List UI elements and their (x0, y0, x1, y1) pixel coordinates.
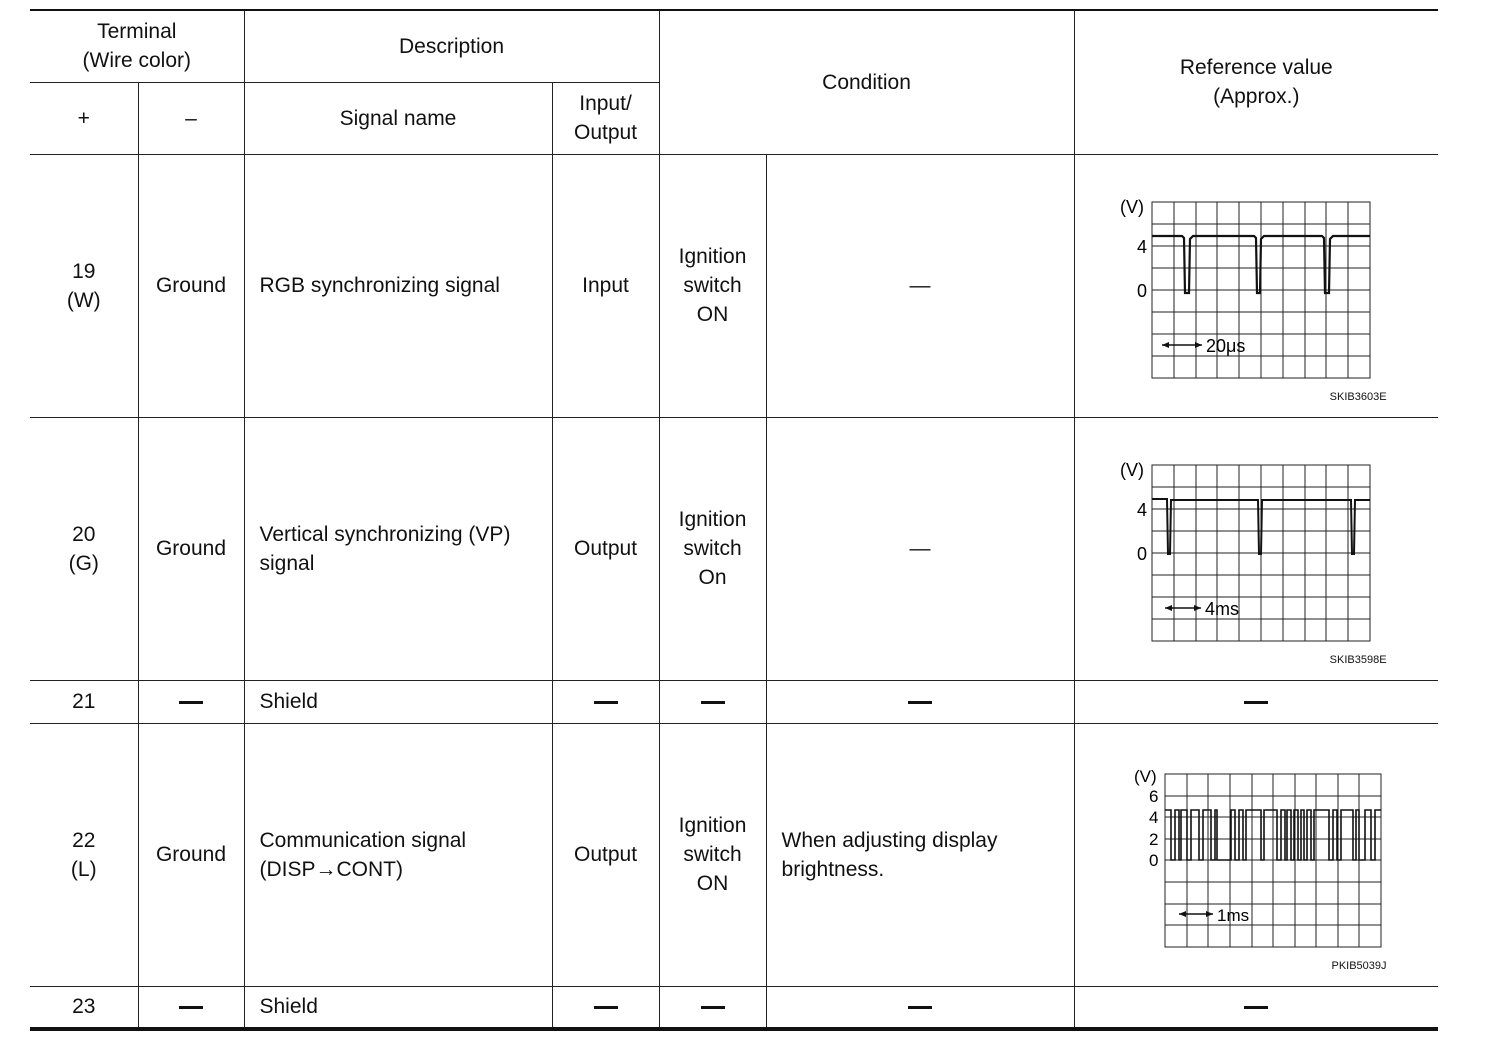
terminal-cell (30, 417, 138, 680)
on-label: ON (696, 303, 729, 326)
ignition-condition (659, 154, 766, 417)
y-tick-label: 4 (1136, 499, 1147, 520)
waveform-trace (1152, 236, 1370, 293)
signal-name-line-2: (DISP→CONT) (259, 857, 403, 881)
unit-label: (V) (1119, 196, 1144, 217)
y-tick-label: 6 (1148, 786, 1158, 806)
empty-dash (179, 1006, 203, 1009)
minus-terminal: Ground (138, 417, 244, 680)
input-output: Output (552, 417, 659, 680)
figure-code: SKIB3598E (1329, 653, 1387, 666)
header-terminal (30, 10, 244, 82)
signal-name (244, 723, 552, 986)
waveform-scope (1075, 724, 1437, 986)
figure-code: SKIB3603E (1329, 390, 1387, 403)
waveform-scope (1075, 418, 1437, 680)
table-row (30, 986, 1438, 1029)
switch-label: switch (683, 537, 742, 560)
condition-line-1: When adjusting display (781, 828, 998, 852)
empty-dash (701, 1006, 725, 1009)
ignition-label: Ignition (678, 508, 747, 531)
scope-grid (1165, 774, 1381, 947)
y-tick-label: 4 (1148, 807, 1158, 827)
header-description-label: Description (398, 34, 505, 58)
time-scale-label: 1ms (1216, 905, 1249, 925)
wire-color: (W) (66, 288, 101, 312)
header-condition (659, 10, 1074, 154)
reference-waveform-cell (1074, 154, 1438, 417)
figure-code: PKIB5039J (1331, 959, 1387, 972)
table-row (30, 154, 1438, 417)
ignition-condition (659, 723, 766, 986)
minus-terminal: Ground (138, 723, 244, 986)
y-tick-label: 4 (1136, 236, 1147, 257)
ignition-label: Ignition (678, 245, 747, 268)
input-output: Input (552, 154, 659, 417)
terminal-number: 20 (72, 522, 96, 546)
empty-dash (908, 701, 932, 704)
table-row (30, 417, 1438, 680)
header-signal-name: Signal name (244, 82, 552, 154)
waveform-figure (1075, 724, 1437, 986)
ignition-condition (659, 986, 766, 1029)
input-output (552, 680, 659, 723)
y-tick-label: 0 (1136, 280, 1147, 301)
empty-dash (701, 701, 725, 704)
header-input-output (552, 82, 659, 154)
terminal-cell (30, 723, 138, 986)
condition-detail: — (766, 417, 1074, 680)
ignition-condition (659, 680, 766, 723)
header-approx-label: (Approx.) (1213, 85, 1300, 109)
time-scale-label: 4ms (1204, 598, 1239, 619)
waveform-figure (1075, 418, 1437, 680)
signal-name-line-2: signal (259, 551, 315, 575)
waveform-figure (1075, 155, 1437, 417)
table-row (30, 723, 1438, 986)
y-tick-label: 2 (1148, 829, 1158, 849)
ignition-condition (659, 417, 766, 680)
empty-dash (1244, 701, 1268, 704)
header-reference-value (1074, 10, 1438, 154)
time-scale-indicator (1162, 342, 1202, 348)
input-output: Output (552, 723, 659, 986)
time-scale-indicator (1179, 911, 1213, 917)
empty-dash (908, 1006, 932, 1009)
terminal-reference-table (30, 9, 1438, 1031)
minus-terminal (138, 680, 244, 723)
signal-name: RGB synchronizing signal (244, 154, 552, 417)
wire-color: (L) (70, 857, 97, 881)
empty-dash (179, 701, 203, 704)
header-plus: + (30, 82, 138, 154)
y-tick-label: 0 (1148, 850, 1158, 870)
minus-terminal: Ground (138, 154, 244, 417)
reference-value (1074, 986, 1438, 1029)
header-description (244, 10, 659, 82)
header-reference-value-label: Reference value (1179, 56, 1333, 80)
y-tick-label: 0 (1136, 543, 1147, 564)
condition-detail (766, 723, 1074, 986)
unit-label: (V) (1133, 766, 1157, 786)
terminal-number: 22 (72, 828, 96, 852)
reference-value (1074, 680, 1438, 723)
header-output-label: Output (573, 121, 638, 144)
input-output (552, 986, 659, 1029)
terminal-number: 21 (30, 680, 138, 723)
waveform-scope (1075, 155, 1437, 417)
signal-name-line-1: Vertical synchronizing (VP) (259, 522, 511, 546)
table-row (30, 680, 1438, 723)
condition-detail: — (766, 154, 1074, 417)
condition-detail (766, 986, 1074, 1029)
minus-terminal (138, 986, 244, 1029)
signal-name-line-1: Communication signal (259, 828, 467, 852)
reference-waveform-cell (1074, 417, 1438, 680)
header-terminal-label: Terminal (97, 20, 177, 44)
empty-dash (594, 1006, 618, 1009)
ignition-label: Ignition (678, 814, 747, 837)
header-condition-label: Condition (822, 70, 911, 94)
terminal-number: 19 (72, 259, 96, 283)
wire-color: (G) (68, 551, 99, 575)
signal-name: Shield (244, 680, 552, 723)
on-label: ON (696, 872, 729, 895)
switch-label: switch (683, 843, 742, 866)
empty-dash (594, 701, 618, 704)
unit-label: (V) (1119, 459, 1144, 480)
time-scale-label: 20μs (1205, 335, 1245, 356)
terminal-cell (30, 154, 138, 417)
signal-name: Shield (244, 986, 552, 1029)
on-label: On (698, 566, 727, 589)
waveform-trace (1152, 499, 1370, 554)
empty-dash (1244, 1006, 1268, 1009)
reference-waveform-cell (1074, 723, 1438, 986)
time-scale-indicator (1165, 605, 1201, 611)
condition-detail (766, 680, 1074, 723)
signal-name (244, 417, 552, 680)
condition-line-2: brightness. (781, 857, 885, 881)
switch-label: switch (683, 274, 742, 297)
header-wire-color-label: (Wire color) (82, 49, 191, 73)
header-input-label: Input/ (579, 92, 632, 115)
terminal-number: 23 (30, 986, 138, 1029)
header-minus: – (138, 82, 244, 154)
